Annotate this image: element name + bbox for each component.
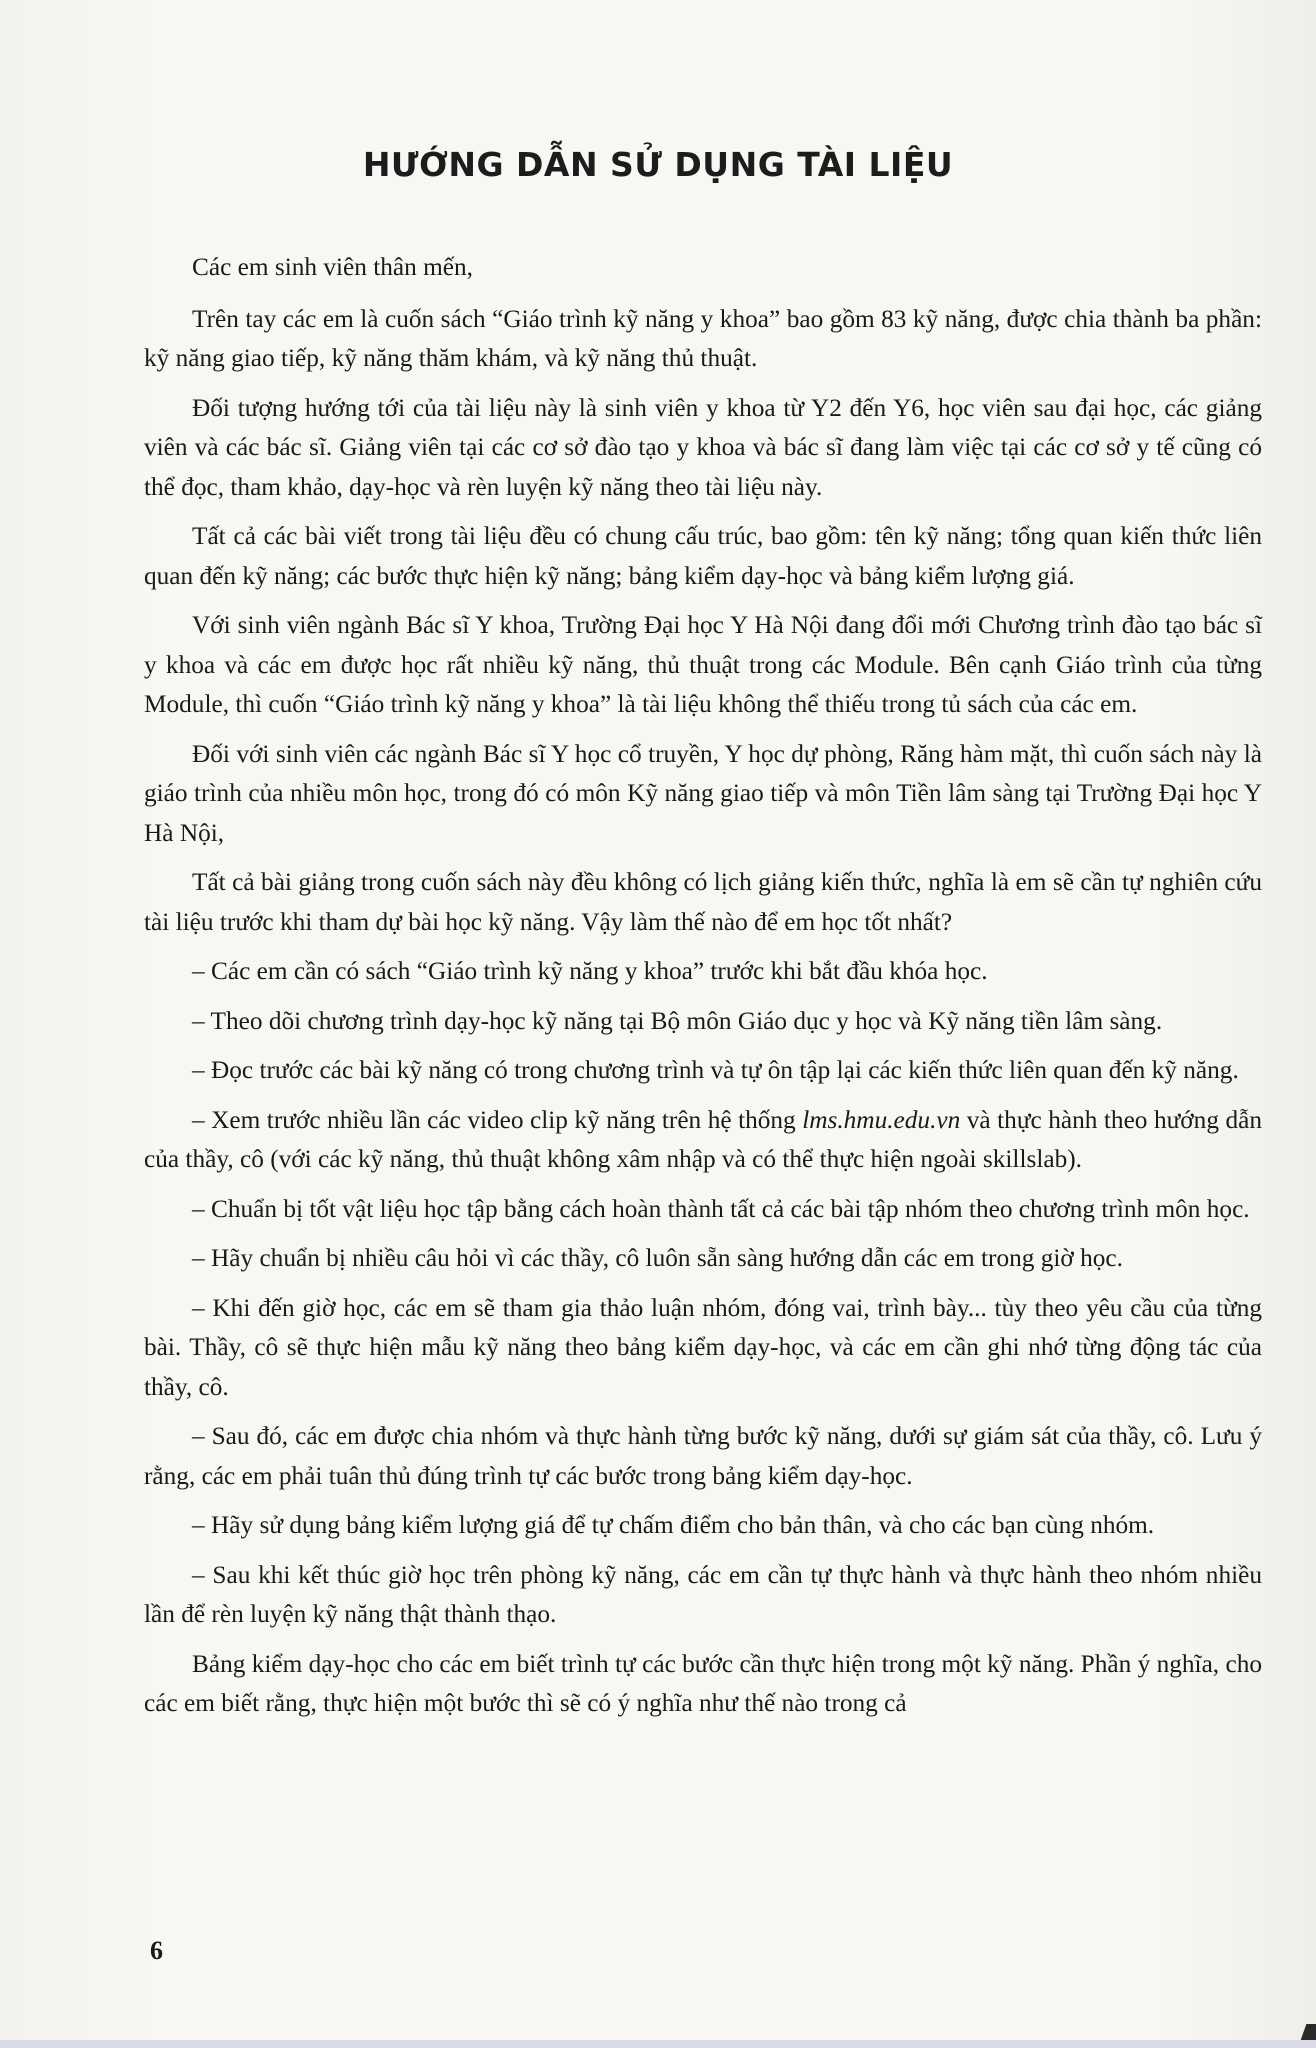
list-item: – Đọc trước các bài kỹ năng có trong chương trình và tự ôn tập lại các kiến thức liên quan đến kỹ năng. <box>192 1056 1239 1084</box>
list-item: – Sau khi kết thúc giờ học trên phòng kỹ năng, các em cần tự thực hành và thực hành theo nhóm nhiều lần để rèn luyện kỹ năng thật thành thạo. <box>144 1560 1262 1628</box>
paragraph: Đối với sinh viên các ngành Bác sĩ Y học cổ truyền, Y học dự phòng, Răng hàm mặt, thì cuốn sách này là giáo trình của nhiều môn học, trong đó có môn Kỹ năng giao tiếp và môn Tiền lâm sàng tại Trường Đại học Y Hà Nội, <box>144 739 1262 847</box>
list-item: – Hãy chuẩn bị nhiều câu hỏi vì các thầy, cô luôn sẵn sàng hướng dẫn các em trong giờ học. <box>192 1244 1123 1272</box>
paragraph: Với sinh viên ngành Bác sĩ Y khoa, Trường Đại học Y Hà Nội đang đổi mới Chương trình đào tạo bác sĩ y khoa và các em được học rất nhiều kỹ năng, thủ thuật trong các Module. Bên cạnh Giáo trình của từng Module, thì cuốn “Giáo trình kỹ năng y khoa” là tài liệu không thể thiếu trong tủ sách của các em. <box>144 611 1262 718</box>
lms-link-text: lms.hmu.edu.vn <box>802 1105 961 1134</box>
paragraph: Trên tay các em là cuốn sách “Giáo trình kỹ năng y khoa” bao gồm 83 kỹ năng, được chia thành ba phần: kỹ năng giao tiếp, kỹ năng thăm khám, và kỹ năng thủ thuật. <box>144 304 1262 372</box>
list-item-video <box>144 1101 1262 1180</box>
paragraph: Tất cả bài giảng trong cuốn sách này đều không có lịch giảng kiến thức, nghĩa là em sẽ cần tự nghiên cứu tài liệu trước khi tham dự bài học kỹ năng. Vậy làm thế nào để em học tốt nhất? <box>144 868 1262 936</box>
list-item: – Chuẩn bị tốt vật liệu học tập bằng cách hoàn thành tất cả các bài tập nhóm theo chương trình môn học. <box>192 1194 1250 1223</box>
body-text <box>144 248 1262 1734</box>
video-text-after: và thực hành theo hướng dẫn của thầy, cô (với các kỹ năng, thủ thuật không xâm nhập và có thể thực hiện ngoài skillslab). <box>144 1105 1262 1173</box>
list-item: – Hãy sử dụng bảng kiểm lượng giá để tự chấm điểm cho bản thân, và cho các bạn cùng nhóm. <box>192 1511 1155 1539</box>
paragraph: Bảng kiểm dạy-học cho các em biết trình tự các bước cần thực hiện trong một kỹ năng. Phần ý nghĩa, cho các em biết rằng, thực hiện một bước thì sẽ có ý nghĩa như thế nào trong cả <box>144 1649 1262 1717</box>
page-title: HƯỚNG DẪN SỬ DỤNG TÀI LIỆU <box>362 145 954 184</box>
paragraph: Tất cả các bài viết trong tài liệu đều có chung cấu trúc, bao gồm: tên kỹ năng; tổng quan kiến thức liên quan đến kỹ năng; các bước thực hiện kỹ năng; bảng kiểm dạy-học và bảng kiểm lượng giá. <box>144 522 1262 590</box>
list-item: – Các em cần có sách “Giáo trình kỹ năng y khoa” trước khi bắt đầu khóa học. <box>192 957 988 985</box>
list-item: – Theo dõi chương trình dạy-học kỹ năng tại Bộ môn Giáo dục y học và Kỹ năng tiền lâm sàng. <box>192 1006 1163 1035</box>
video-text-before: – Xem trước nhiều lần các video clip kỹ năng trên hệ thống <box>192 1105 803 1134</box>
list-item: – Khi đến giờ học, các em sẽ tham gia thảo luận nhóm, đóng vai, trình bày... tùy theo yêu cầu của từng bài. Thầy, cô sẽ thực hiện mẫu kỹ năng theo bảng kiểm dạy-học, và các em cần ghi nhớ từng động tác của thầy, cô. <box>144 1293 1262 1401</box>
scan-bottom-edge <box>0 2040 1316 2048</box>
page-number: 6 <box>150 1936 163 1965</box>
list-item: – Sau đó, các em được chia nhóm và thực hành từng bước kỹ năng, dưới sự giám sát của thầy, cô. Lưu ý rằng, các em phải tuân thủ đúng trình tự các bước trong bảng kiểm dạy-học. <box>144 1422 1262 1490</box>
paragraph-salutation: Các em sinh viên thân mến, <box>192 253 474 281</box>
paragraph: Đối tượng hướng tới của tài liệu này là sinh viên y khoa từ Y2 đến Y6, học viên sau đại học, các giảng viên và các bác sĩ. Giảng viên tại các cơ sở đào tạo y khoa và bác sĩ đang làm việc tại các cơ sở y tế cũng có thể đọc, tham khảo, dạy-học và rèn luyện kỹ năng theo tài liệu này. <box>144 393 1262 501</box>
